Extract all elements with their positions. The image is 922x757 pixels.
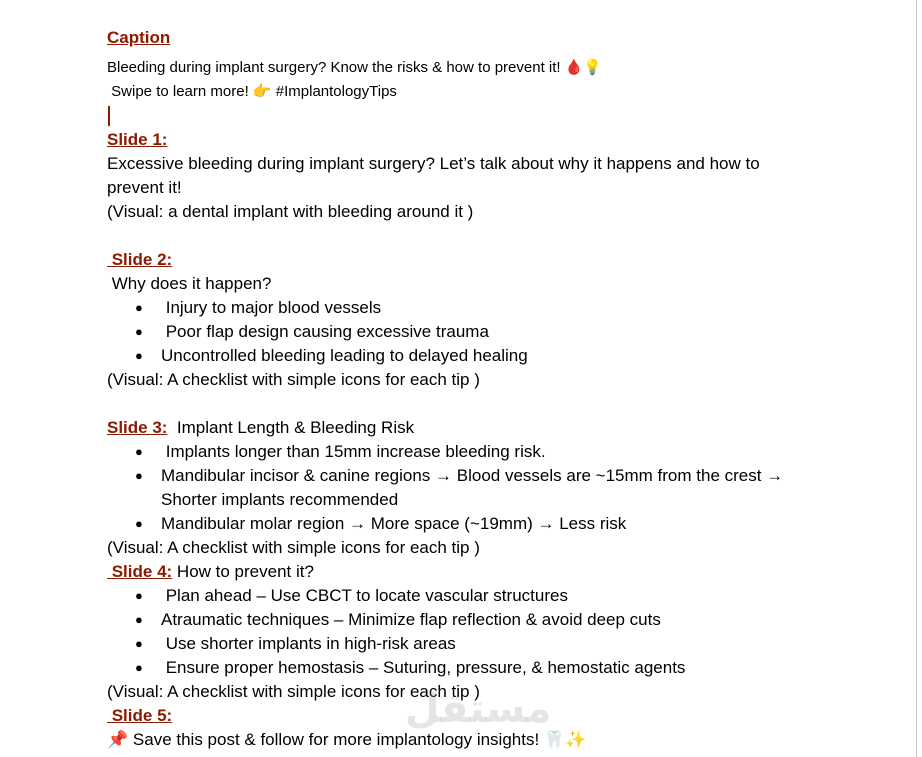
slide4-visual: (Visual: A checklist with simple icons for each tip ) [107, 682, 480, 701]
pointing-hand-icon: 👉 [252, 82, 272, 100]
slide2-visual: (Visual: A checklist with simple icons for each tip ) [107, 370, 480, 389]
slide5-text: Save this post & follow for more implantology insights! [128, 730, 544, 749]
slide1-text-cont: prevent it! [107, 178, 182, 197]
slide3-title: Implant Length & Bleeding Risk [167, 418, 415, 437]
watermark-logo: مستقل [405, 686, 552, 732]
caption-text-2: Swipe to learn more! [107, 83, 253, 100]
slide2-intro: Why does it happen? [107, 274, 272, 293]
pushpin-icon: 📌 [107, 730, 129, 750]
list-item: ● Implants longer than 15mm increase bleeding risk. [107, 440, 867, 464]
tooth-sparkles-icon: 🦷✨ [543, 730, 587, 750]
page-edge [916, 0, 917, 757]
document-body[interactable] [107, 26, 867, 752]
hashtag: #ImplantologyTips [271, 83, 397, 100]
caption-line-2 [107, 80, 867, 104]
slide2-heading: Slide 2: [107, 250, 173, 269]
slide3-heading: Slide 3: [107, 418, 168, 437]
list-item: ● Mandibular incisor & canine regions → Blood vessels are ~15mm from the crest → Shorter implants recommended [107, 464, 867, 512]
list-item: ● Poor flap design causing excessive trauma [107, 320, 867, 344]
slide5-heading: Slide 5: [107, 706, 173, 725]
slide3-visual: (Visual: A checklist with simple icons for each tip ) [107, 538, 480, 557]
slide1-visual: (Visual: a dental implant with bleeding around it ) [107, 202, 474, 221]
blood-drop-lightbulb-icon: 🩸💡 [564, 58, 603, 76]
slide4-heading: Slide 4: [107, 562, 173, 581]
slide4-title: How to prevent it? [172, 562, 314, 581]
slide3-list [107, 440, 867, 536]
list-item: ● Mandibular molar region → More space (~19mm) → Less risk [107, 512, 867, 536]
list-item: ● Uncontrolled bleeding leading to delayed healing [107, 344, 867, 368]
slide2-list [107, 296, 867, 368]
list-item: ● Ensure proper hemostasis – Suturing, pressure, & hemostatic agents [107, 656, 867, 680]
slide1-text: Excessive bleeding during implant surgery? Let’s talk about why it happens and how to [107, 154, 760, 173]
list-item: ● Injury to major blood vessels [107, 296, 867, 320]
slide3-header [107, 416, 867, 440]
caption-line-1 [107, 56, 867, 80]
slide5-text-line [107, 728, 867, 752]
slide4-list [107, 584, 867, 680]
text-cursor [108, 106, 110, 126]
caption-text-1: Bleeding during implant surgery? Know the risks & how to prevent it! [107, 59, 565, 76]
list-item: ● Use shorter implants in high-risk areas [107, 632, 867, 656]
slide1-heading: Slide 1: [107, 130, 168, 149]
caption-heading: Caption [107, 28, 171, 47]
list-item: ● Plan ahead – Use CBCT to locate vascular structures [107, 584, 867, 608]
list-item: ● Atraumatic techniques – Minimize flap reflection & avoid deep cuts [107, 608, 867, 632]
slide4-header [107, 560, 867, 584]
